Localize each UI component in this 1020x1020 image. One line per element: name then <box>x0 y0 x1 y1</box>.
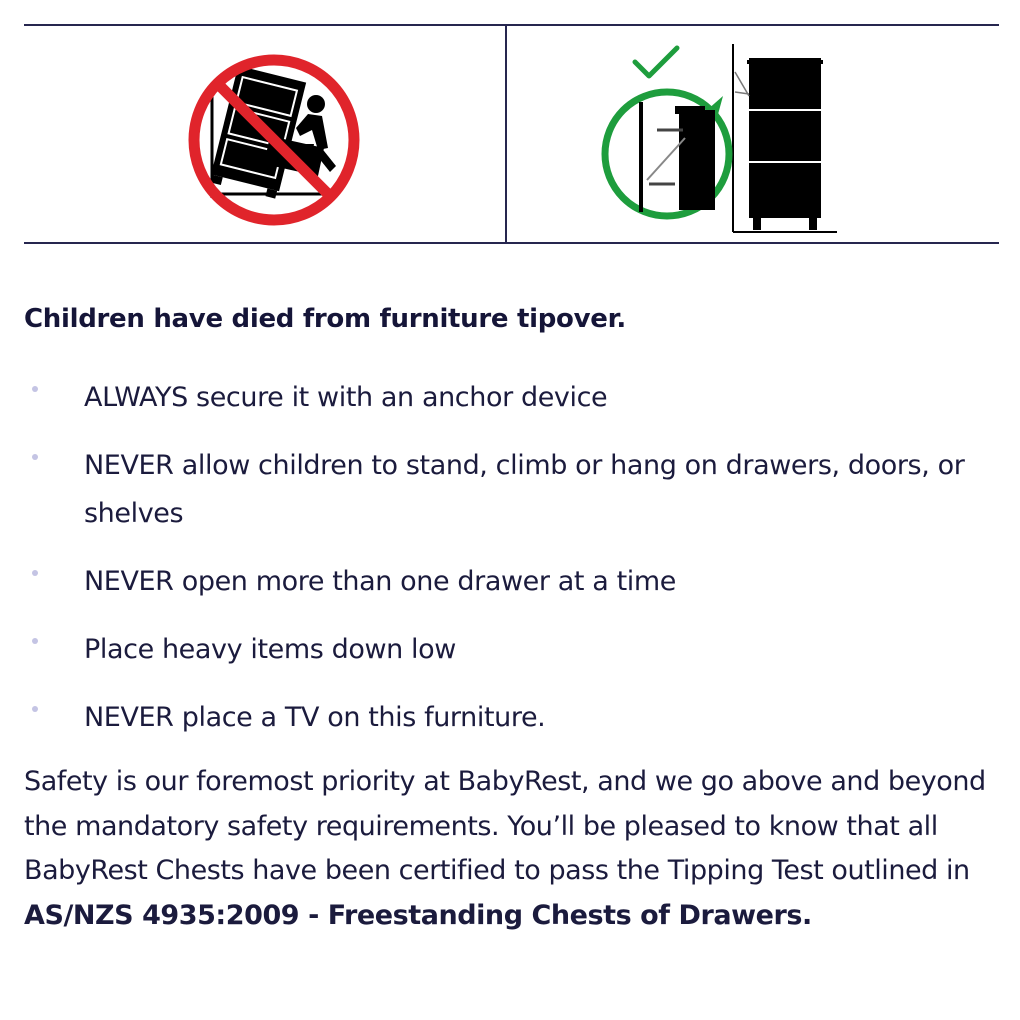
safety-text: Safety is our foremost priority at BabyRest, and we go above and beyond the mandatory safety requirements. You’ll be pleased to know that all BabyRest Chests have been certified to pass the Tipping Test outlined in <box>24 766 986 886</box>
illustration-cell-prohibited <box>24 26 507 242</box>
warning-heading: Children have died from furniture tipover. <box>24 304 626 334</box>
list-item-text: Place heavy items down low <box>84 634 456 665</box>
standard-reference: AS/NZS 4935:2009 - Freestanding Chests of Drawers. <box>24 899 812 931</box>
bullet-icon <box>32 570 38 576</box>
bullet-icon <box>32 386 38 392</box>
list-item-text: ALWAYS secure it with an anchor device <box>84 382 608 413</box>
illustration-panel <box>24 24 999 244</box>
anchored-furniture-icon <box>507 26 999 242</box>
checkmark-icon <box>635 48 677 76</box>
bullet-icon <box>32 638 38 644</box>
list-item-text: NEVER allow children to stand, climb or hang on drawers, doors, or shelves <box>84 450 965 529</box>
bullet-icon <box>32 706 38 712</box>
illustration-cell-approved <box>507 26 999 242</box>
bullet-icon <box>32 454 38 460</box>
list-item-text: NEVER open more than one drawer at a time <box>84 566 676 597</box>
no-climbing-furniture-icon <box>24 26 505 242</box>
list-item-text: NEVER place a TV on this furniture. <box>84 702 546 733</box>
safety-paragraph <box>24 760 1009 938</box>
